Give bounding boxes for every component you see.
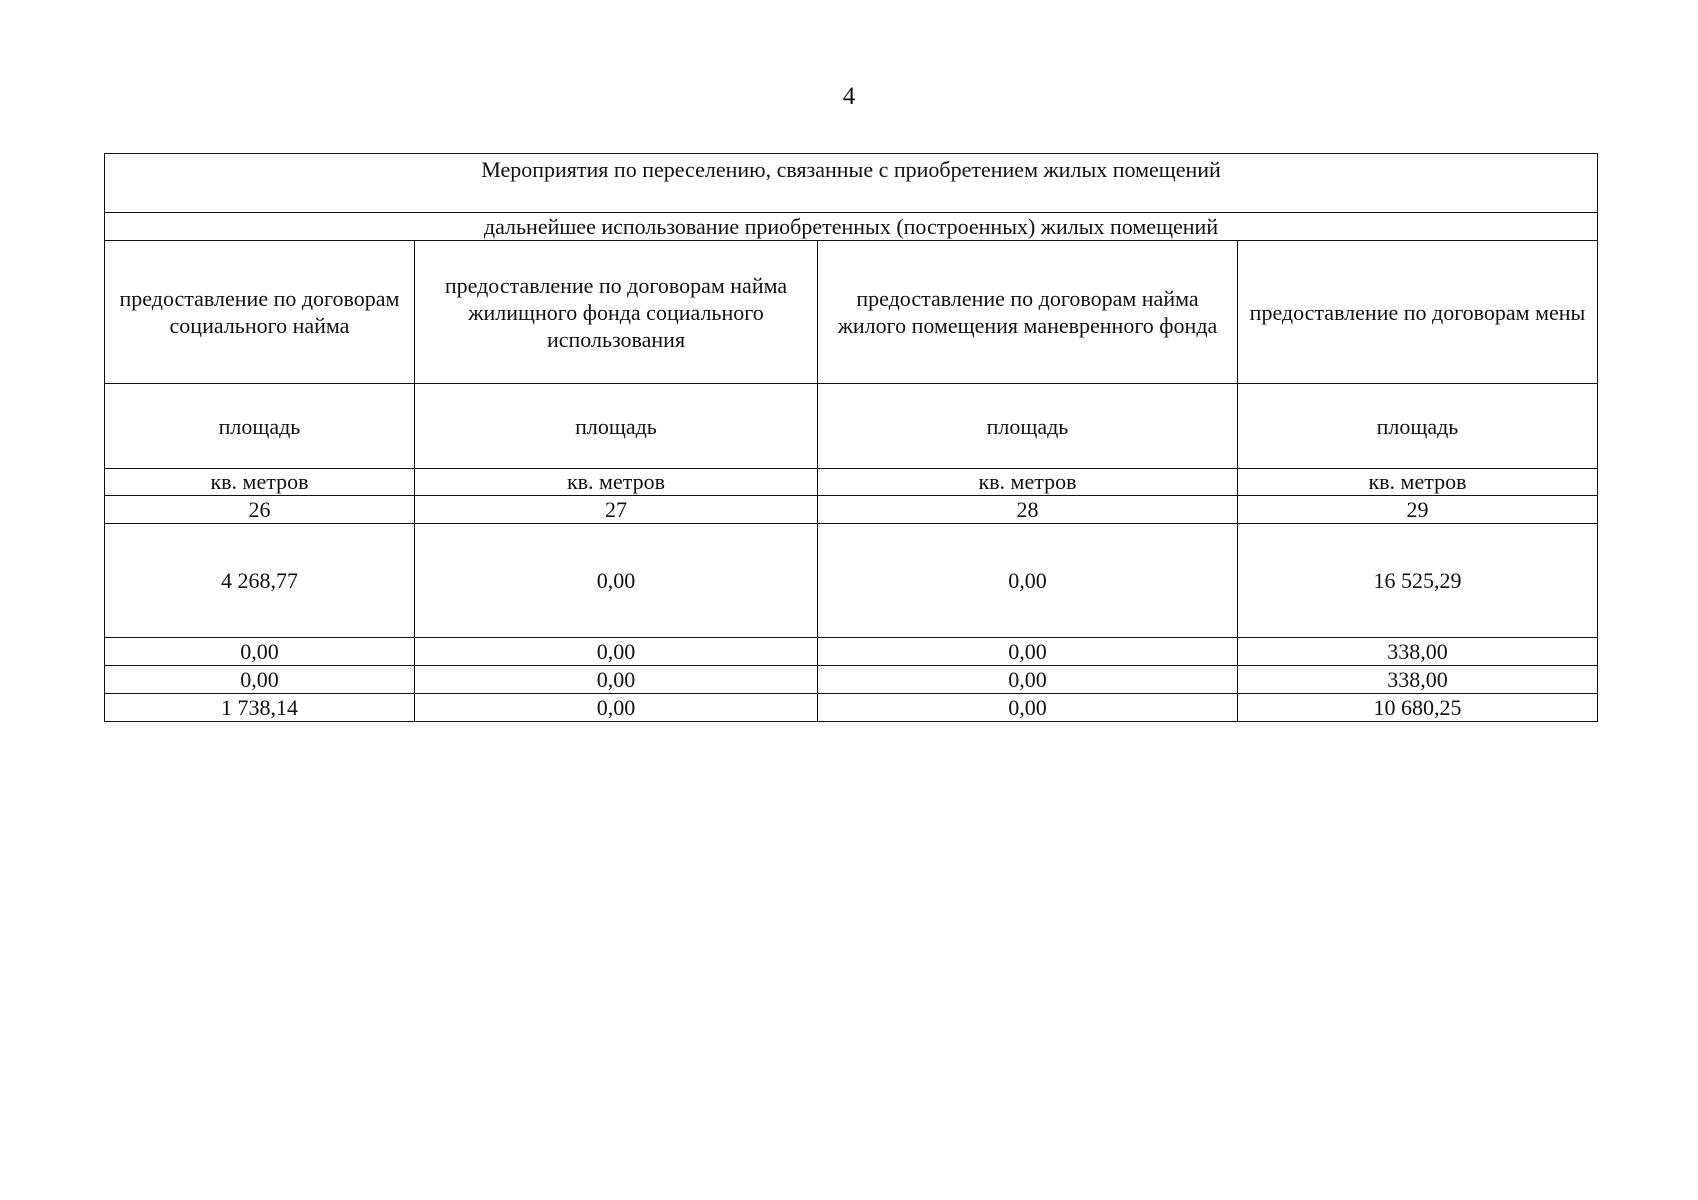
unit-row — [105, 469, 1598, 496]
table-subtitle: дальнейшее использование приобретенных (построенных) жилых помещений — [105, 213, 1598, 241]
table-cell: 1 738,14 — [105, 694, 415, 722]
table-cell: 0,00 — [415, 694, 818, 722]
table-cell: 0,00 — [818, 666, 1238, 694]
column-number: 27 — [415, 496, 818, 524]
unit-label: кв. метров — [415, 469, 818, 496]
table-cell: 16 525,29 — [1238, 524, 1598, 638]
table-title-row — [105, 154, 1598, 213]
unit-label: кв. метров — [105, 469, 415, 496]
resettlement-table — [104, 153, 1598, 722]
unit-label: кв. метров — [818, 469, 1238, 496]
table-cell: 0,00 — [818, 524, 1238, 638]
measure-label: площадь — [105, 384, 415, 469]
column-header-row — [105, 241, 1598, 384]
page-number: 4 — [842, 83, 856, 110]
table-row — [105, 666, 1598, 694]
table-row — [105, 694, 1598, 722]
column-number-row — [105, 496, 1598, 524]
table-cell: 0,00 — [105, 638, 415, 666]
table-subtitle-row — [105, 213, 1598, 241]
table-cell: 0,00 — [415, 638, 818, 666]
table-cell: 0,00 — [415, 524, 818, 638]
table-cell: 0,00 — [105, 666, 415, 694]
table-cell: 338,00 — [1238, 638, 1598, 666]
column-header: предоставление по договорам найма жилого помещения маневренного фонда — [818, 241, 1238, 384]
table-row — [105, 638, 1598, 666]
table-title: Мероприятия по переселению, связанные с приобретением жилых помещений — [105, 154, 1598, 213]
column-number: 26 — [105, 496, 415, 524]
column-header: предоставление по договорам найма жилищного фонда социального использования — [415, 241, 818, 384]
table-cell: 10 680,25 — [1238, 694, 1598, 722]
measure-label-row — [105, 384, 1598, 469]
measure-label: площадь — [1238, 384, 1598, 469]
column-header: предоставление по договорам социального найма — [105, 241, 415, 384]
column-number: 28 — [818, 496, 1238, 524]
measure-label: площадь — [415, 384, 818, 469]
table-cell: 0,00 — [415, 666, 818, 694]
column-header: предоставление по договорам мены — [1238, 241, 1598, 384]
table-cell: 4 268,77 — [105, 524, 415, 638]
table-cell: 0,00 — [818, 638, 1238, 666]
column-number: 29 — [1238, 496, 1598, 524]
table-cell: 338,00 — [1238, 666, 1598, 694]
table-row — [105, 524, 1598, 638]
unit-label: кв. метров — [1238, 469, 1598, 496]
table-cell: 0,00 — [818, 694, 1238, 722]
measure-label: площадь — [818, 384, 1238, 469]
